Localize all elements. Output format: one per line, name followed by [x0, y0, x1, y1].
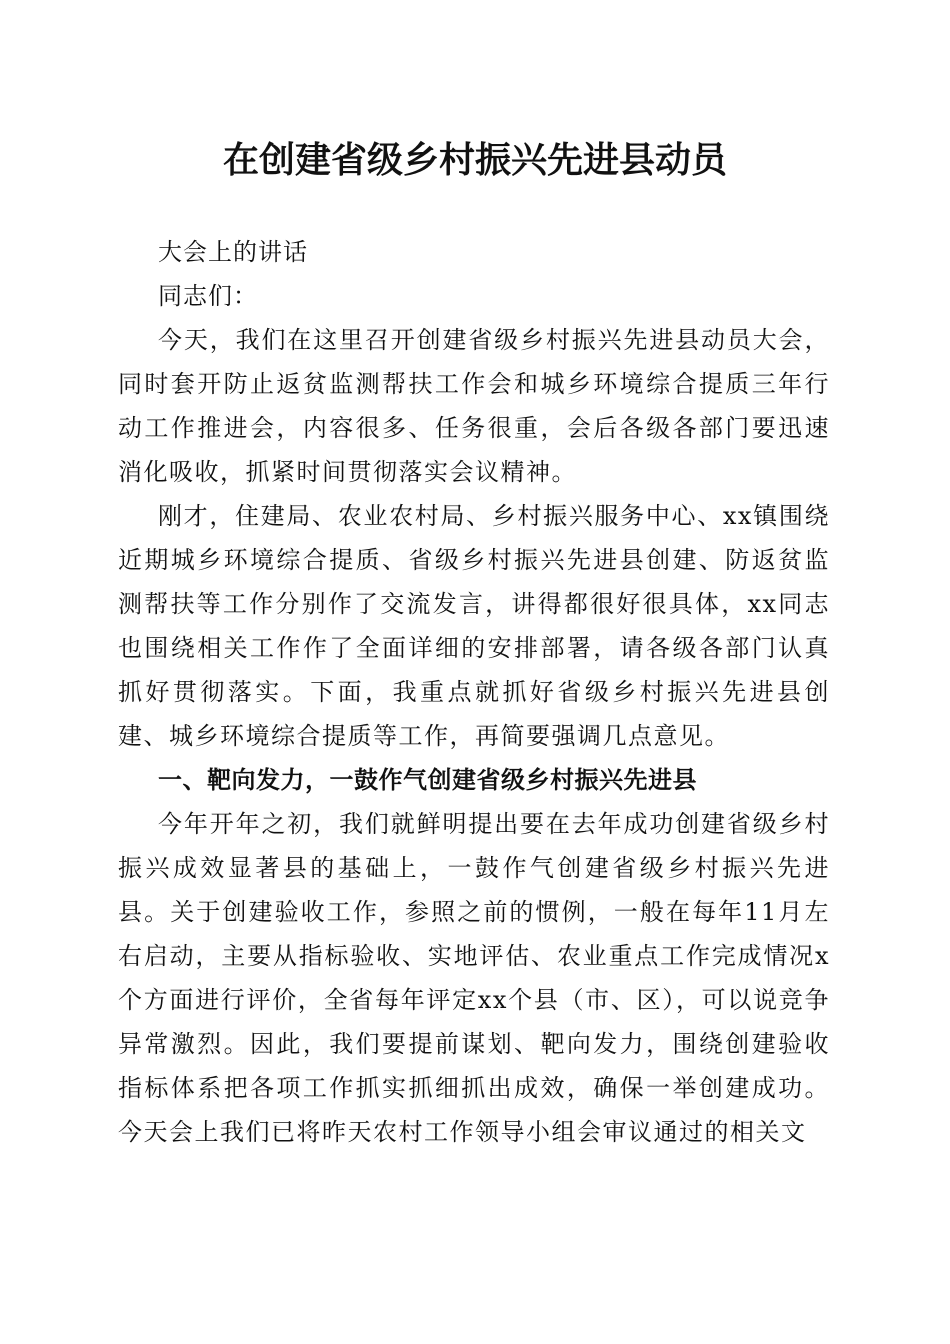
salutation: 同志们：: [158, 282, 258, 310]
paragraph-review: 刚才，住建局、农业农村局、乡村振兴服务中心、xx镇围绕近期城乡环境综合提质、省级乡村振兴先进县创建、防返贫监测帮扶等工作分别作了交流发言，讲得都很好很具体，xx同志也围绕相关工作作了全面详细的安排部署，请各级各部门认真抓好贯彻落实。下面，我重点就抓好省级乡村振兴先进县创建、城乡环境综合提质等工作，再简要强调几点意见。: [118, 502, 830, 750]
document-title: 在创建省级乡村振兴先进县动员: [222, 139, 727, 181]
section-heading: 一、靶向发力，一鼓作气创建省级乡村振兴先进县: [158, 766, 697, 794]
section-paragraph: 今年开年之初，我们就鲜明提出要在去年成功创建省级乡村振兴成效显著县的基础上，一鼓作气创建省级乡村振兴先进县。关于创建验收工作，参照之前的惯例，一般在每年11月左右启动，主要从指标验收、实地评估、农业重点工作完成情况x个方面进行评价，全省每年评定xx个县（市、区），可以说竞争异常激烈。因此，我们要提前谋划、靶向发力，围绕创建验收指标体系把各项工作抓实抓细抓出成效，确保一举创建成功。今天会上我们已将昨天农村工作领导小组会审议通过的相关文: [118, 810, 830, 1146]
document-body: [118, 230, 830, 1154]
paragraph-opening: 今天，我们在这里召开创建省级乡村振兴先进县动员大会，同时套开防止返贫监测帮扶工作会和城乡环境综合提质三年行动工作推进会，内容很多、任务很重，会后各级各部门要迅速消化吸收，抓紧时间贯彻落实会议精神。: [118, 326, 830, 486]
subtitle: 大会上的讲话: [158, 238, 308, 266]
